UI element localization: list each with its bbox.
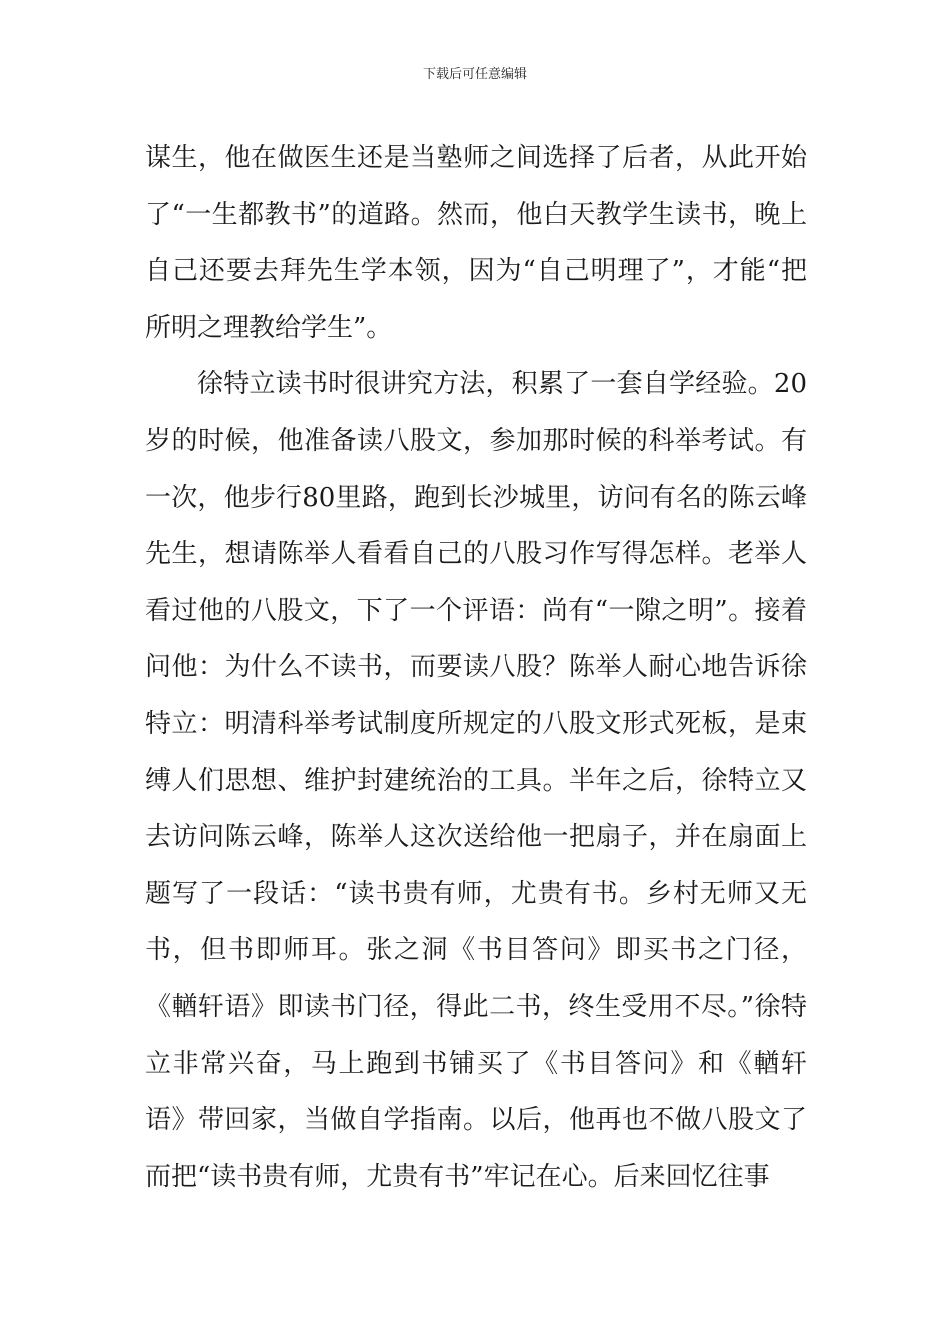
- paragraph-1: 谋生，他在做医生还是当塾师之间选择了后者，从此开始了“一生都教书”的道路。然而，他白天教学生读书，晚上自己还要去拜先生学本领，因为“自己明理了”，才能“把所明之理教给学生”。: [145, 143, 807, 343]
- document-body: [145, 130, 807, 1205]
- paragraph-2: 徐特立读书时很讲究方法，积累了一套自学经验。20岁的时候，他准备读八股文，参加那时候的科举考试。有一次，他步行80里路，跑到长沙城里，访问有名的陈云峰先生，想请陈举人看看自己的八股习作写得怎样。老举人看过他的八股文，下了一个评语：尚有“一隙之明”。接着问他：为什么不读书，而要读八股？陈举人耐心地告诉徐特立：明清科举考试制度所规定的八股文形式死板，是束缚人们思想、维护封建统治的工具。半年之后，徐特立又去访问陈云峰，陈举人这次送给他一把扇子，并在扇面上题写了一段话：“读书贵有师，尤贵有书。乡村无师又无书，但书即师耳。张之洞《书目答问》即买书之门径，《輶轩语》即读书门径，得此二书，终生受用不尽。”徐特立非常兴奋，马上跑到书铺买了《书目答问》和《輶轩语》带回家，当做自学指南。以后，他再也不做八股文了而把“读书贵有师，尤贵有书”牢记在心。后来回忆往事: [145, 369, 807, 1192]
- page-header: 下载后可任意编辑: [422, 67, 527, 82]
